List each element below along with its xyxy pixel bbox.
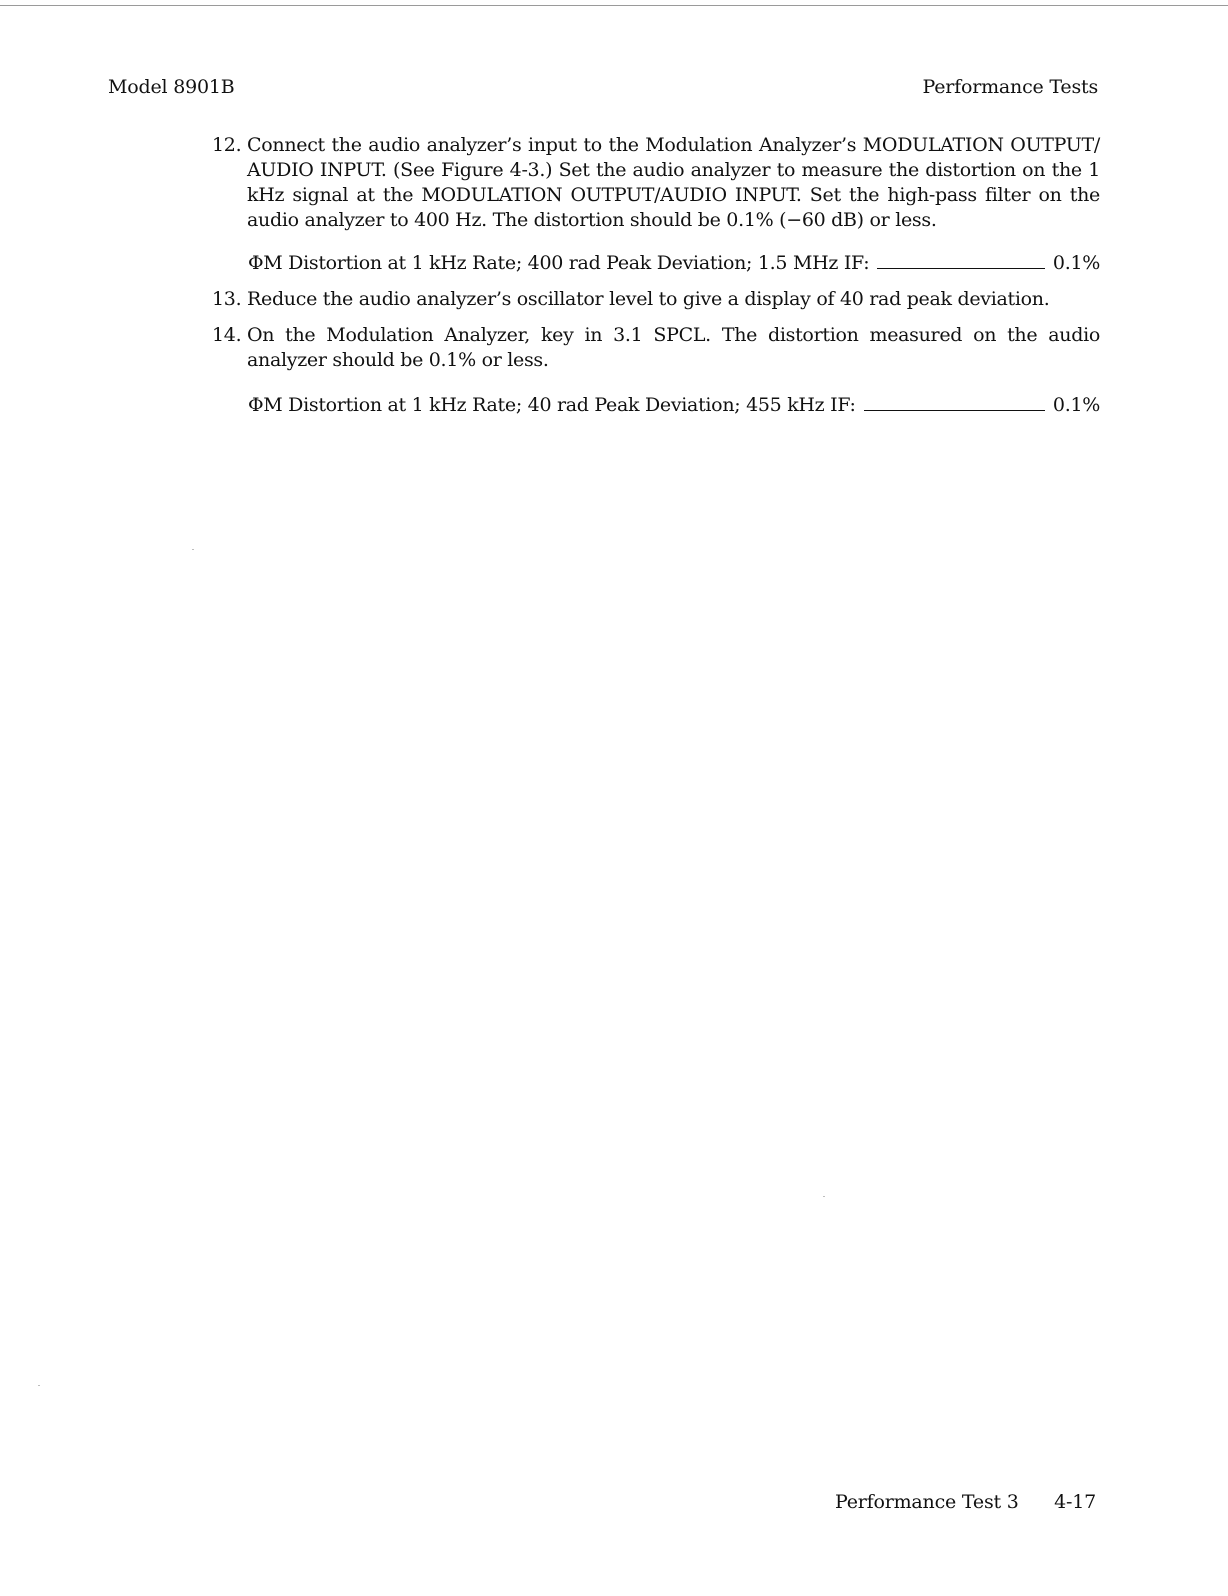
result-label: ΦM Distortion at 1 kHz Rate; 40 rad Peak Deviation; 455 kHz IF: (248, 394, 856, 416)
header-model: Model 8901B (108, 76, 235, 98)
result-entry-blank[interactable] (864, 396, 1045, 411)
step-number: 13. (212, 288, 242, 310)
result-record-line (248, 394, 1100, 416)
result-spec: 0.1% (1052, 252, 1100, 274)
scan-speck (38, 1385, 40, 1386)
scan-speck (823, 1196, 825, 1197)
step-text: Reduce the audio analyzer’s oscillator level to give a display of 40 rad peak deviation. (247, 288, 1050, 310)
footer-test-title: Performance Test 3 (835, 1491, 1019, 1513)
result-record-line (248, 252, 1100, 274)
result-entry-blank[interactable] (877, 254, 1045, 269)
header-section: Performance Tests (922, 76, 1098, 98)
step-number: 12. (212, 134, 242, 156)
scan-speck (192, 549, 194, 550)
step-14 (212, 323, 1100, 373)
step-text: Connect the audio analyzer’s input to the Modulation Analyzer’s MODULATION OUTPUT/ AUDIO INPUT. (See Figure 4-3.) Set the audio analyzer to measure the distortion on the 1 kHz signal at the MODULATION OUTPUT/AUDIO INPUT. Set the high-pass filter on the audio analyzer to 400 Hz. The distortion should be 0.1% (−60 dB) or less. (247, 134, 1100, 231)
step-12 (212, 133, 1100, 233)
footer-page-number: 4-17 (1054, 1491, 1096, 1513)
step-text: On the Modulation Analyzer, key in 3.1 SPCL. The distortion measured on the audio analyzer should be 0.1% or less. (247, 324, 1100, 371)
result-label: ΦM Distortion at 1 kHz Rate; 400 rad Peak Deviation; 1.5 MHz IF: (248, 252, 870, 274)
scan-edge-line (0, 5, 1228, 6)
result-spec: 0.1% (1052, 394, 1100, 416)
step-13 (212, 287, 1100, 312)
step-number: 14. (212, 324, 242, 346)
